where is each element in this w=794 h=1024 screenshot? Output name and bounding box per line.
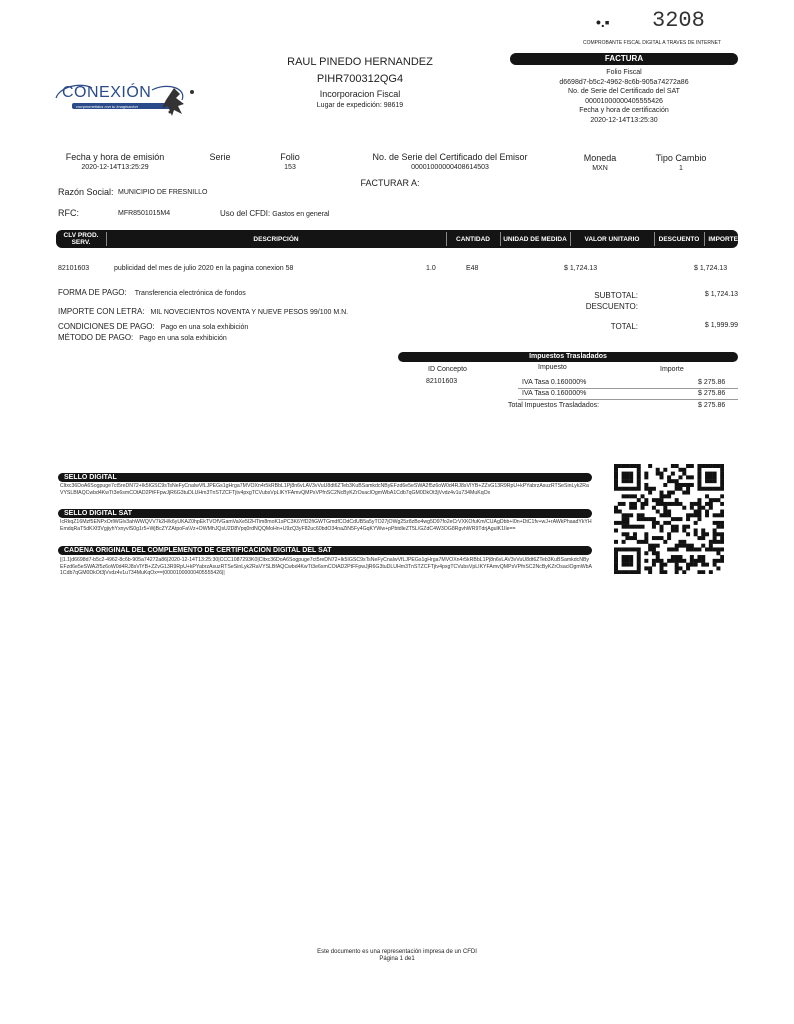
qr-code — [614, 464, 724, 574]
th-unit-price: VALOR UNITARIO — [584, 235, 640, 243]
cfdi-use-label: Uso del CFDI: — [220, 209, 271, 218]
qr-code-graphic — [614, 464, 724, 574]
row-quantity: 1.0 — [426, 265, 436, 272]
folio — [270, 152, 310, 171]
tax-divider-2 — [518, 399, 738, 400]
place-value: 98619 — [383, 102, 404, 109]
sat-cert-label: No. de Serie del Certificado del SAT — [568, 88, 680, 95]
th-unit: UNIDAD DE MEDIDA — [503, 235, 567, 243]
taxes-title: Impuestos Trasladados — [398, 352, 738, 362]
invoice-title: FACTURA — [510, 53, 738, 65]
logo-text: CONEXIÓN — [62, 84, 152, 101]
cadena-original-value: ||1.1|d6698d7-b5c2-4962-8c6b-905a74272a86|2020-12-14T13:25:30|CCC1087293K0|Cltxc36DoA6Sogpuge7ct5reDN72+Ik5IGSC9sTsNeFyCnalwVfLJPEGs1gHrga7MVOXn4r5kRBbL1Pj8n6vLAV3vVuU8dt6ZTeb3KuBSamkdcNByEFzd6e5eSWA2f5z6oW0d4RJ8sVIYB+ZZvG13R9RpU+kPYabrzAsuzRTSeSinLyk2RaVYSLBfAQCwbd4KwTt3e6smCOtAD2PtFFpwJjR6G3tuDLUHm3TnSTZCFTjtv4pxgTCVubsVpLIKYFAmvQMPsVPfnSC2NcByKZrOsaclOgmWbA1Cdb7qGM0DkOt3jVvdz4v1u734MuKqOx==|00001000000405555426|| — [60, 557, 592, 576]
subtotal-value: $ 1,724.13 — [704, 291, 738, 298]
header-corner-label: COMPROBANTE FISCAL DIGITAL A TRAVES DE INTERNET — [583, 40, 721, 46]
cert-date-label: Fecha y hora de certificación — [579, 107, 669, 114]
folio-value: 153 — [284, 164, 296, 171]
sello-digital-value: Cltxc36DoA6Sogpuge7ct5reDN72+Ik5IGSC9sTsNeFyCnalwVfLJPEGs1gHrga7MVOXn4r5kRBbL1Pj8n6vLAV3vVuU8dt6ZTeb3KuBSamkdcNByEFzd6e5eSWA2f5z6oW0d4RJ8sVIYB+ZZvG13R9RpU+kPYabrzAsuzRTSeSinLyk2RaVYSLBfAQCwbd4KwTt3e6smCOtAD2PtFFpwJjR6G3tuDLUHm3TnSTZCFTjtv4pxgTCVubsVpLIKYFAmvQMPsVPfnSC2NcByKZrOsaclOgmWbA1Cdb7qGM0DkOt3jVvdz4v1u734MuKqOx — [60, 483, 589, 496]
company-logo — [52, 78, 202, 128]
customer-rfc-value: MFR8501015M4 — [118, 210, 171, 217]
cadena-original-title: CADENA ORIGINAL DEL COMPLEMENTO DE CERTIFICACION DIGITAL DEL SAT — [58, 546, 592, 555]
sello-sat-title: SELLO DIGITAL SAT — [58, 509, 592, 518]
row-clave: 82101603 — [58, 265, 90, 272]
logo-tagline: comprometidos con tu imaginacion — [76, 104, 138, 109]
th-description: DESCRIPCIÓN — [253, 235, 299, 243]
letters-label: IMPORTE CON LETRA: — [58, 307, 145, 316]
th-clave: CLV PROD. SERV. — [63, 232, 99, 246]
folio-fiscal-label: Folio Fiscal — [606, 69, 642, 76]
total-label: TOTAL: — [610, 322, 638, 331]
method-label: MÉTODO DE PAGO: — [58, 333, 134, 342]
tax-row-2-amount: $ 275.86 — [698, 390, 726, 397]
tax-divider — [518, 388, 738, 389]
currency-label: Moneda — [583, 153, 617, 163]
tax-total-label: Total Impuestos Trasladados: — [508, 402, 600, 409]
taxes-concept-id: 82101603 — [426, 378, 458, 385]
row-unit: E48 — [466, 265, 479, 272]
th-amount: IMPORTE — [708, 235, 738, 243]
footer — [250, 949, 544, 962]
row-description: publicidad del mes de julio 2020 en la pagina conexion 58 — [114, 265, 294, 272]
emitter-cert-label: No. de Serie del Certificado del Emisor — [372, 152, 528, 162]
payment-form-value: Transferencia electrónica de fondos — [134, 290, 246, 297]
footer-line-2: Página 1 de1 — [379, 956, 415, 962]
emitter-cert-value: 00001000000408614503 — [411, 164, 489, 171]
th-quantity: CANTIDAD — [456, 235, 490, 243]
letters-value: MIL NOVECIENTOS NOVENTA Y NUEVE PESOS 99/100 M.N. — [150, 309, 349, 316]
th-discount: DESCUENTO — [658, 235, 700, 243]
customer-name-value: MUNICIPIO DE FRESNILLO — [118, 189, 208, 196]
total-value: $ 1,999.99 — [704, 322, 738, 329]
exchange-rate — [646, 153, 716, 172]
issuer-block — [250, 56, 470, 109]
conditions-label: CONDICIONES DE PAGO: — [58, 322, 155, 331]
tax-row-1-name: IVA Tasa 0.160000% — [522, 379, 587, 386]
folio-fiscal-value: d6698d7-b5c2-4962-8c6b-905a74272a86 — [559, 78, 689, 86]
emission-date-label: Fecha y hora de emisión — [65, 152, 165, 162]
issuer-place — [250, 102, 470, 109]
tax-row-2-name: IVA Tasa 0.160000% — [522, 390, 587, 397]
payment-form-label: FORMA DE PAGO: — [58, 288, 127, 297]
taxes-table — [398, 364, 738, 416]
cfdi-use-value: Gastos en general — [272, 211, 330, 218]
cert-date-value: 2020-12-14T13:25:30 — [590, 116, 658, 124]
issuer-name: RAUL PINEDO HERNANDEZ — [287, 56, 433, 68]
table-row — [56, 265, 738, 275]
sello-sat-value: IcRkqZ16Mzf5ENPxOrlWGlv3ahWWQVV7k2H/k6yUKAZ0hpEkTVOfVGamVaXe5I2HTim8moK1sPC3K6YfD2fiGWTGmdfCOdCdUB5a5yTO27jOWg25z8zBo4wg5D97fo2eCrVXKOfuKm/CUAgDbb+I0n+DtC1fv+wJ+rAWkPhaadYkYHEmdqRaT5dKXf3VgjiyhYxnyvlS0g1r5+WjBcZYZAtpoFa\Vz+OWMhJQsU2D8Vpq0rdNQQMoHn+U9zQ3yF82uc60bdO34naZiN5Fy4GqKYWw+pPbtdleZT5L/GZdC4W3OG8RgvhWR9TdrjAgulK1Ile== — [60, 519, 592, 532]
taxes-col-amount: Importe — [660, 366, 684, 373]
taxes-col-tax: Impuesto — [538, 364, 567, 371]
tax-row-1-amount: $ 275.86 — [698, 379, 726, 386]
issuer-rfc: PIHR700312QG4 — [316, 73, 404, 85]
place-label: Lugar de expedición: — [316, 102, 382, 109]
sat-cert-value: 00001000000405555426 — [585, 97, 663, 105]
exchange-label: Tipo Cambio — [655, 153, 707, 163]
items-table-header — [56, 230, 738, 248]
payment-form — [58, 288, 246, 297]
tax-total-value: $ 275.86 — [698, 402, 726, 409]
bill-to-title: FACTURAR A: — [360, 178, 420, 188]
handwritten-marks: •.▪ — [596, 14, 610, 30]
amount-in-letters — [58, 307, 348, 316]
subtotal-label: SUBTOTAL: — [594, 291, 638, 300]
invoice-details — [510, 68, 738, 125]
issuer-regime: Incorporacion Fiscal — [319, 89, 401, 99]
emission-date-value: 2020-12-14T13:25:29 — [81, 164, 149, 171]
row-unit-price: $ 1,724.13 — [564, 265, 598, 272]
row-amount: $ 1,724.13 — [694, 265, 728, 272]
discount-label: DESCUENTO: — [585, 302, 638, 311]
currency-value: MXN — [592, 165, 608, 172]
payment-method — [58, 333, 227, 342]
method-value: Pago en una sola exhibición — [139, 335, 227, 342]
customer-name-label: Razón Social: — [58, 187, 114, 197]
exchange-value: 1 — [679, 165, 683, 172]
customer-rfc-label: RFC: — [58, 208, 79, 218]
handwritten-number: 3208 — [652, 8, 705, 33]
serie-label: Serie — [209, 152, 231, 162]
emission-date — [60, 152, 170, 171]
cfdi-use — [220, 209, 329, 218]
currency — [572, 153, 628, 172]
serie — [200, 152, 240, 162]
conditions-value: Pago en una sola exhibición — [160, 324, 249, 331]
folio-label: Folio — [280, 152, 300, 162]
footer-line-1: Este documento es una representación impresa de un CFDI — [317, 949, 477, 955]
emitter-cert — [360, 152, 540, 171]
taxes-col-concept: ID Concepto — [428, 366, 467, 373]
payment-conditions — [58, 322, 248, 331]
sello-digital-title: SELLO DIGITAL — [58, 473, 592, 482]
